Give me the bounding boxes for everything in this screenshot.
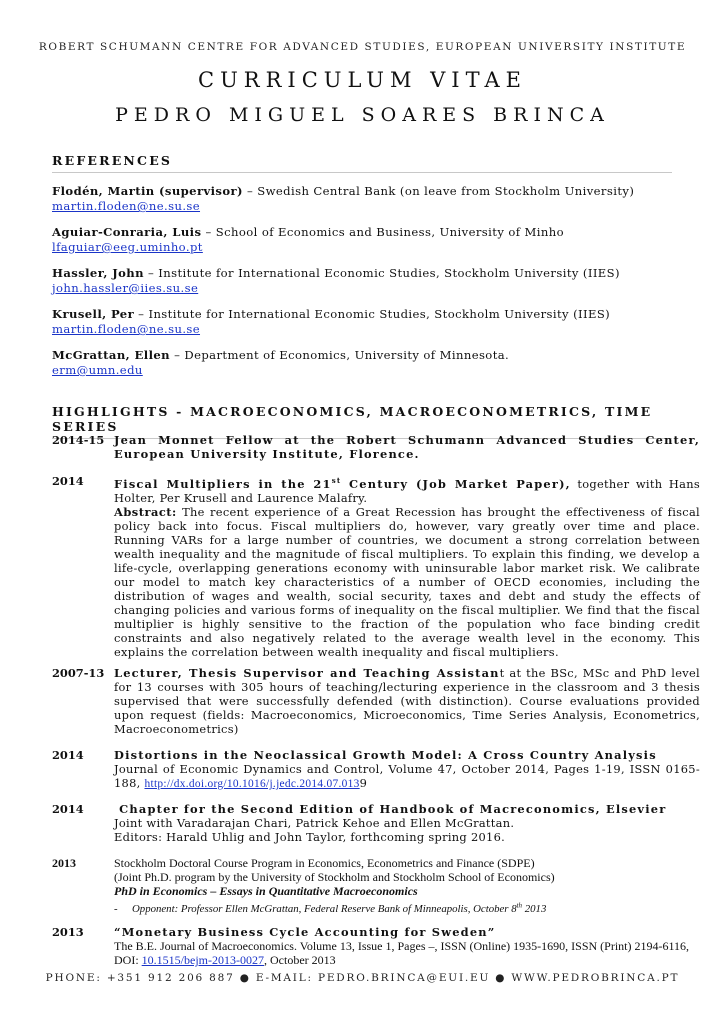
highlight-entry [52,666,700,736]
institution-header: ROBERT SCHUMANN CENTRE FOR ADVANCED STUDIES, EUROPEAN UNIVERSITY INSTITUTE [38,41,687,53]
entry-title-part: Century (Job Market Paper), [341,476,571,491]
entry-year: 2014-15 [52,433,105,447]
reference-name: Flodén, Martin (supervisor) [52,184,243,198]
entry-year: 2014 [52,748,84,762]
doi-link[interactable]: http://dx.doi.org/10.1016/j.jedc.2014.07.013 [144,778,360,790]
reference-affiliation: – Institute for International Economic Studies, Stockholm University (IIES) [143,266,620,280]
entry-title: Lecturer, Thesis Supervisor and Teaching Assistan [114,666,500,680]
entry-year: 2013 [52,856,76,870]
entry-text: t at the BSc, MSc and PhD level for 13 courses with 305 hours of teaching/lecturing experience in the classroom and 3 thesis supervised that were successfully defended (with distinction). Course evaluations provided upon request (fields: Macroeconomics, Microeconomics, Time Series Analysis, Econometrics, Macroeconometrics) [114,666,701,736]
reference-affiliation: – Swedish Central Bank (on leave from Stockholm University) [242,184,635,198]
entry-title-part: Fiscal Multipliers in the 21 [114,476,332,491]
entry-year: 2013 [52,925,84,939]
entry-title: “Monetary Business Cycle Accounting for Sweden” [114,925,496,939]
entry-text: Journal of Economic Dynamics and Control, Volume 47, October 2014, Pages 1-19, ISSN 0165-188, [114,762,700,790]
bullet-marker: - [114,903,118,916]
entry-year: 2007-13 [52,666,105,680]
highlight-entry [52,802,700,844]
opponent-year: 2013 [522,903,547,916]
reference-email-link[interactable]: martin.floden@ne.su.se [52,199,201,213]
entry-title: Jean Monnet Fellow at the Robert Schumann Advanced Studies Center, European University Institute, Florence. [114,433,700,461]
highlight-entry [52,925,700,967]
contact-footer: PHONE: +351 912 206 887 ● E-MAIL: PEDRO.BRINCA@EUI.EU ● WWW.PEDROBRINCA.PT [45,972,680,984]
entry-line: Editors: Harald Uhlig and John Taylor, forthcoming spring 2016. [114,830,506,844]
entry-title-sup: st [331,476,342,485]
entry-year: 2014 [52,474,84,488]
doi-link[interactable]: 10.1515/bejm-2013-0027 [141,953,264,967]
entry-title: Chapter for the Second Edition of Handbook of Macreconomics, Elsevier [114,802,667,816]
reference-affiliation: – Institute for International Economic Studies, Stockholm University (IIES) [134,307,611,321]
reference-name: McGrattan, Ellen [52,348,170,362]
entry-title [114,477,571,491]
entry-text-after: , October 2013 [264,953,336,967]
entry-text-part: The B.E. Journal of Macroeconomics. Volume 13, Issue 1, Pages –, ISSN (Online) 1935-1690, ISSN (Print) 2194-6116, DOI: [114,939,690,967]
highlight-entry [52,433,700,461]
reference-email-link[interactable]: lfaguiar@eeg.uminho.pt [52,240,203,254]
highlight-entry [52,474,700,659]
reference-item [52,307,692,337]
entry-year: 2014 [52,802,84,816]
reference-name: Aguiar-Conraria, Luis [52,225,202,239]
entry-line: (Joint Ph.D. program by the University of Stockholm and Stockholm School of Economics) [114,870,555,885]
reference-item [52,225,692,255]
entry-coauthors: together with Hans Holter, Per Krusell and Laurence Malafry. [114,476,700,505]
person-name: PEDRO MIGUEL SOARES BRINCA [115,104,610,126]
abstract-label: Abstract: [114,504,177,519]
entry-line: Stockholm Doctoral Course Program in Economics, Econometrics and Finance (SDPE) [114,856,535,870]
reference-name: Krusell, Per [52,307,135,321]
reference-item [52,348,692,378]
cv-title: CURRICULUM VITAE [198,68,527,92]
entry-text-after: 9 [359,776,368,790]
entry-title: Distortions in the Neoclassical Growth Model: A Cross Country Analysis [114,748,657,762]
highlight-entry [52,856,700,916]
reference-email-link[interactable]: erm@umn.edu [52,363,143,377]
opponent-sup: th [516,901,523,910]
reference-item [52,184,692,214]
opponent-line [132,903,546,915]
reference-name: Hassler, John [52,266,144,280]
entry-line: Joint with Varadarajan Chari, Patrick Kehoe and Ellen McGrattan. [114,816,515,830]
opponent-text: Opponent: Professor Ellen McGrattan, Federal Reserve Bank of Minneapolis, October 8 [132,903,517,916]
reference-item [52,266,692,296]
reference-affiliation: – School of Economics and Business, University of Minho [201,225,565,239]
reference-email-link[interactable]: martin.floden@ne.su.se [52,322,201,336]
references-heading: REFERENCES [52,153,672,173]
highlight-entry [52,748,700,791]
reference-affiliation: – Department of Economics, University of Minnesota. [170,348,510,362]
entry-text [114,939,689,967]
abstract-text: The recent experience of a Great Recession has brought the effectiveness of fiscal policy back into focus. Fiscal multipliers do, however, vary greatly over time and place. Running VARs for a large number of countries, we document a strong correlation between wealth inequality and the magnitude of fiscal multipliers. To explain this finding, we develop a life-cycle, overlapping generations economy with uninsurable labor market risk. We calibrate our model to match key characteristics of a number of OECD economies, including the distribution of wages and wealth, social security, taxes and debt and study the effects of changing policies and various forms of inequality on the fiscal multiplier. We find that the fiscal multiplier is highly sensitive to the fraction of the population who face binding credit constraints and also negatively related to the average wealth level in the economy. This explains the correlation between wealth inequality and fiscal multipliers. [114,504,700,659]
reference-email-link[interactable]: john.hassler@iies.su.se [52,281,199,295]
highlights-heading: HIGHLIGHTS - MACROECONOMICS, MACROECONOMETRICS, TIME SERIES [52,404,672,439]
degree-title: PhD in Economics – Essays in Quantitative Macroeconomics [114,884,418,899]
